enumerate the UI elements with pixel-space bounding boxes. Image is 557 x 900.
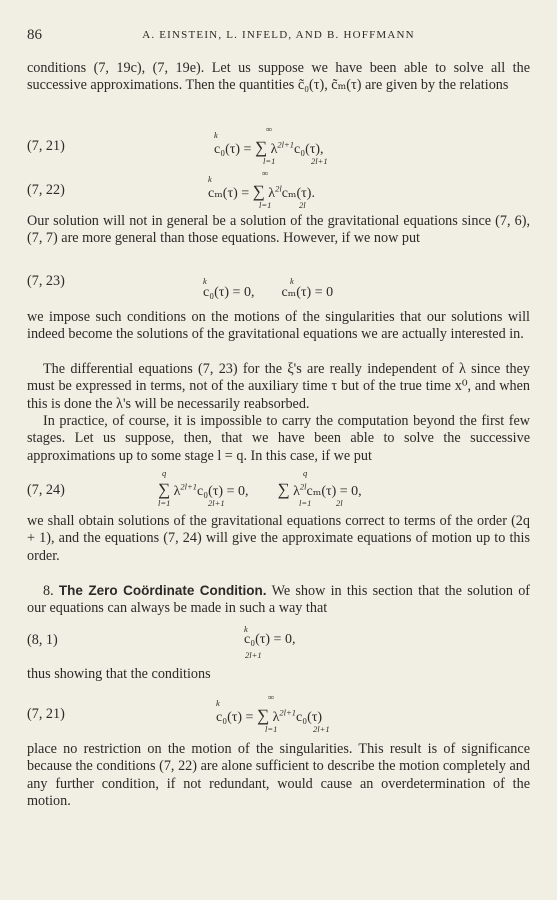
term-order: 2l+1 (208, 498, 225, 508)
sum-lower: l=1 (299, 498, 312, 508)
equation-7-24 (158, 468, 362, 508)
eq-label-7-21b: (7, 21) (27, 706, 65, 722)
paragraph-1: conditions (7, 19c), (7, 19e). Let us suppose we have been able to solve all the successive approximations. Then the quantities c̃₀(τ), c̃ₘ(τ) are given by the relations (27, 60, 530, 94)
lambda: λ (270, 142, 278, 157)
eq-label-7-21: (7, 21) (27, 138, 65, 154)
eq-lhs: cₘ(τ) = (208, 186, 250, 201)
paragraph-5: In practice, of course, it is impossible to carry the computation beyond the first few stages. Let us suppose, then, that we have been able to solve the successive approximations up to some stage l = q. In this case, if we put (27, 413, 530, 464)
eq-lhs: c₀(τ) = 0, (244, 632, 296, 647)
sum-upper: q (303, 468, 308, 478)
term-order: 2l+1 (313, 724, 330, 734)
sum-symbol: ∑ (158, 480, 171, 499)
eq-index: k (290, 276, 294, 286)
sum-upper: ∞ (266, 124, 273, 134)
eq-label-7-22: (7, 22) (27, 182, 65, 198)
section-intro: We show in this section that the solution of our equations can always be made in such a way that (27, 583, 531, 617)
lambda: λ (173, 484, 181, 499)
sum-symbol: ∑ (256, 706, 270, 725)
sum-lower: l=1 (263, 156, 276, 166)
running-title: A. EINSTEIN, L. INFELD, AND B. HOFFMANN (142, 29, 415, 41)
exponent: 2l+1 (277, 139, 294, 150)
eq-rhs: cₘ(τ). (281, 186, 315, 201)
eq-part-a: c₀(τ) = 0, (197, 484, 249, 499)
exponent: 2l+1 (180, 481, 198, 492)
eq-label-7-24: (7, 24) (27, 482, 65, 498)
section-8-paragraph (27, 582, 530, 618)
paragraph-8: thus showing that the conditions (27, 666, 211, 682)
term-order: 2l (336, 498, 343, 508)
paragraph-3: we impose such conditions on the motions of the singularities that our solutions will indeed become the solutions of the gravitational equations we are actually interested in. (27, 309, 530, 343)
paragraph-9: place no restriction on the motion of the singularities. This result is of significance because the conditions (7, 22) are alone sufficient to describe the motion completely and any further condition, if not redundant, would cause an overdetermination of the motion. (27, 741, 530, 809)
sum-upper: ∞ (268, 692, 275, 702)
eq-label-8-1: (8, 1) (27, 632, 58, 648)
eq-part-a: c₀(τ) = 0, (203, 285, 255, 300)
lambda: λ (293, 484, 300, 499)
eq-label-7-23: (7, 23) (27, 273, 65, 289)
equation-7-21 (214, 124, 328, 166)
equation-7-22 (208, 168, 315, 210)
page-number: 86 (27, 27, 42, 43)
sum-lower: l=1 (265, 724, 278, 734)
sum-symbol: ∑ (252, 182, 265, 201)
sum-lower: l=1 (259, 200, 272, 210)
eq-lhs: c₀(τ) = (214, 142, 252, 157)
lambda: λ (272, 710, 280, 725)
eq-part-b: cₘ(τ) = 0 (281, 285, 334, 300)
term-order: 2l (299, 200, 306, 210)
sum-lower: l=1 (158, 498, 171, 508)
eq-rhs: c₀(τ), (293, 142, 324, 157)
eq-part-b: cₘ(τ) = 0, (306, 484, 362, 499)
eq-index: k (244, 624, 248, 634)
eq-index: k (216, 698, 220, 708)
sum-symbol: ∑ (254, 138, 268, 157)
exponent: 2l (275, 183, 282, 194)
page-header (0, 27, 557, 43)
equation-7-23 (203, 276, 334, 301)
paragraph-4: The differential equations (7, 23) for the ξ's are really independent of λ since they must be expressed in terms, not of the auxiliary time τ but of the true time x⁰, and when this is done the λ's will be necessarily reabsorbed. (27, 361, 530, 412)
term-order: 2l+1 (311, 156, 328, 166)
exponent: 2l+1 (279, 707, 296, 718)
equation-8-1 (244, 624, 296, 660)
eq-index: k (214, 130, 218, 140)
exponent: 2l (299, 481, 307, 492)
term-order: 2l+1 (245, 650, 262, 660)
lambda: λ (268, 186, 276, 201)
eq-index: k (208, 174, 212, 184)
eq-lhs: c₀(τ) = (216, 710, 254, 725)
eq-index: k (203, 276, 207, 286)
section-number: 8. (43, 583, 54, 599)
paragraph-6: we shall obtain solutions of the gravitational equations correct to terms of the order (2q + 1), and the equations (7, 24) will give the approximate equations of motion up to this order. (27, 513, 530, 564)
eq-rhs: c₀(τ) (295, 710, 323, 725)
paragraph-2: Our solution will not in general be a solution of the gravitational equations since (7, 6), (7, 7) are more general than those equations. However, if we now put (27, 213, 530, 247)
equation-7-21b (216, 692, 330, 734)
sum-upper: q (162, 468, 167, 478)
sum-upper: ∞ (262, 168, 269, 178)
sum-symbol: ∑ (277, 480, 290, 499)
section-title: The Zero Coördinate Condition. (58, 583, 267, 598)
